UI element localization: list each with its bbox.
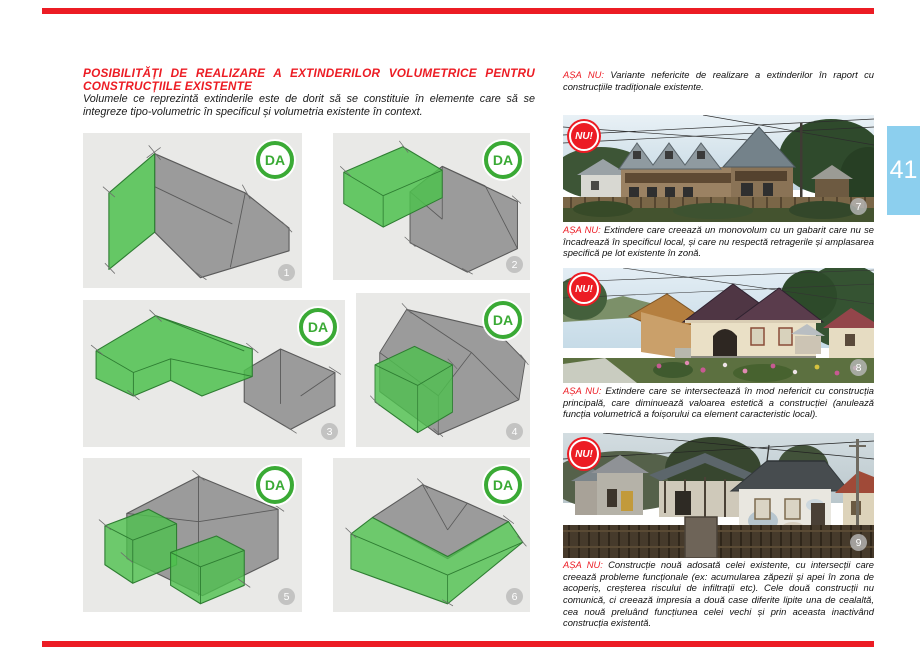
asa-nu-label: AȘA NU: — [563, 385, 602, 396]
photo-number: 9 — [850, 534, 867, 551]
house-volume — [244, 349, 335, 429]
diagram-number: 2 — [506, 256, 523, 273]
diagram-panel-2 — [333, 133, 530, 280]
lead-caption-text: Variante nefericite de realizare a extinderilor în raport cu construcțiile tradiționale existente. — [563, 69, 875, 92]
diagram-panel-3 — [83, 300, 345, 447]
da-badge: DA — [484, 141, 522, 179]
caption-text: Extindere care creează un monovolum cu un gabarit care nu se încadrează în specificul local, și care nu respectă retragerile și amplasarea specifică pe lot existente în zonă. — [563, 224, 874, 259]
nu-badge: NU! — [569, 121, 599, 151]
extension-volume — [96, 316, 252, 396]
da-badge: DA — [484, 301, 522, 339]
diagram-panel-5 — [83, 458, 302, 612]
intro-paragraph: Volumele ce reprezintă extinderile este de dorit să se constituie în elemente care să se integreze tipo-volumetric în specificul și volumetria existente în context. — [83, 93, 535, 118]
nu-badge: NU! — [569, 439, 599, 469]
photo-9-image — [563, 433, 874, 558]
photo-8-image — [563, 268, 874, 383]
da-badge: DA — [256, 141, 294, 179]
photo-7-image — [563, 115, 874, 222]
asa-nu-label: AȘA NU: — [563, 224, 601, 235]
asa-nu-label: AȘA NU: — [563, 559, 603, 570]
nu-badge: NU! — [569, 274, 599, 304]
bottom-red-rule — [42, 641, 874, 647]
diagram-number: 6 — [506, 588, 523, 605]
page-title: POSIBILITĂȚI DE REALIZARE A EXTINDERILOR VOLUMETRICE PENTRU CONSTRUCȚIILE EXISTENTE — [83, 66, 535, 93]
extension-volume — [109, 154, 155, 270]
caption-text: Construcție nouă adosată celei existente, cu intersecții care creează probleme funcționale (ex: acumularea zăpezii și apei în zona de acoperiș, creșterea riscului de infiltrații etc). Cele două construcții nu comunică, ci creează impresia a două case diferite lipite una de cealaltă, cea nouă preluând funcțiunea celei vechi și prin aceasta inactivând construcția existentă. — [563, 559, 874, 629]
diagram-panel-1 — [83, 133, 302, 288]
photo-9-caption — [563, 559, 874, 629]
diagram-panel-4 — [356, 293, 530, 447]
da-badge: DA — [299, 308, 337, 346]
photo-7 — [563, 115, 874, 222]
diagram-number: 1 — [278, 264, 295, 281]
right-column-lead-caption — [563, 69, 874, 92]
photo-8-caption — [563, 385, 874, 420]
da-badge: DA — [256, 466, 294, 504]
diagram-number: 4 — [506, 423, 523, 440]
diagram-panel-6 — [333, 458, 530, 612]
page-number-tab: 41 — [887, 126, 920, 215]
da-badge: DA — [484, 466, 522, 504]
photo-7-caption — [563, 224, 874, 259]
diagram-number: 5 — [278, 588, 295, 605]
asa-nu-label: AȘA NU: — [563, 69, 604, 80]
diagram-number: 3 — [321, 423, 338, 440]
caption-text: Extindere care se intersectează în mod nefericit cu construcția principală, care diminuează valoarea estetică a construcției (anulează funcția volumetrică a foișorului ca element caracteristic local). — [563, 385, 874, 420]
photo-9 — [563, 433, 874, 558]
photo-number: 7 — [850, 198, 867, 215]
photo-8 — [563, 268, 874, 383]
top-red-rule — [42, 8, 874, 14]
photo-number: 8 — [850, 359, 867, 376]
